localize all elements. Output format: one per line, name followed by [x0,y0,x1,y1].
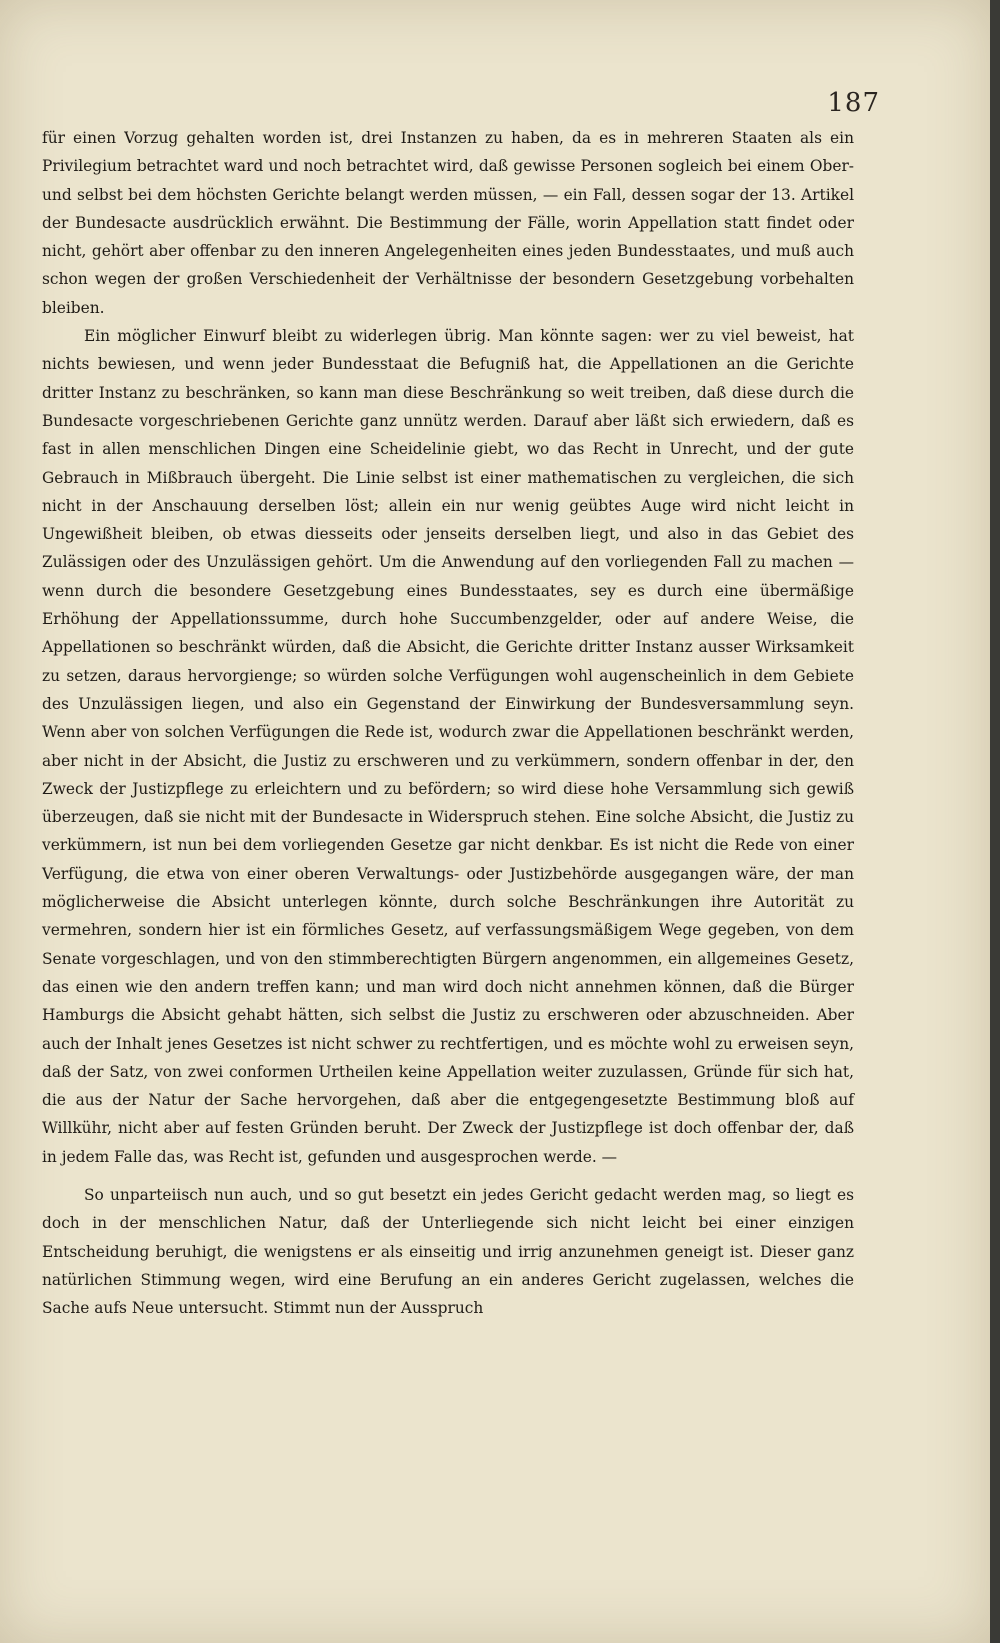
paragraph-2: Ein möglicher Einwurf bleibt zu widerlegen übrig. Man könnte sagen: wer zu viel beweist, hat nichts bewiesen, und wenn jeder Bundesstaat die Befugniß hat, die Appellationen an die Gerichte dritter Instanz zu beschränken, so kann man diese Beschränkung so weit treiben, daß diese durch die Bundesacte vorgeschriebenen Gerichte ganz unnütz werden. Darauf aber läßt sich erwiedern, daß es fast in allen menschlichen Dingen eine Scheidelinie giebt, wo das Recht in Unrecht, und der gute Gebrauch in Mißbrauch übergeht. Die Linie selbst ist einer mathematischen zu vergleichen, die sich nicht in der Anschauung derselben löst; allein ein nur wenig geübtes Auge wird nicht leicht in Ungewißheit bleiben, ob etwas diesseits oder jenseits derselben liegt, und also in das Gebiet des Zulässigen oder des Unzulässigen gehört. Um die Anwendung auf den vorliegenden Fall zu machen — wenn durch die besondere Gesetzgebung eines Bundesstaates, sey es durch eine übermäßige Erhöhung der Appellationssumme, durch hohe Succumbenzgelder, oder auf andere Weise, die Appellationen so beschränkt würden, daß die Absicht, die Gerichte dritter Instanz ausser Wirksamkeit zu setzen, daraus hervorgienge; so würden solche Verfügungen wohl augenscheinlich in dem Gebiete des Unzulässigen liegen, und also ein Gegenstand der Einwirkung der Bundesversammlung seyn. Wenn aber von solchen Verfügungen die Rede ist, wodurch zwar die Appellationen beschränkt werden, aber nicht in der Absicht, die Justiz zu erschweren und zu verkümmern, sondern offenbar in der, den Zweck der Justizpflege zu erleichtern und zu befördern; so wird diese hohe Versammlung sich gewiß überzeugen, daß sie nicht mit der Bundesacte in Widerspruch stehen. Eine solche Absicht, die Justiz zu verkümmern, ist nun bei dem vorliegenden Gesetze gar nicht denkbar. Es ist nicht die Rede von einer Verfügung, die etwa von einer oberen Verwaltungs- oder Justizbehörde ausgegangen wäre, der man möglicherweise die Absicht unterlegen könnte, durch solche Beschränkungen ihre Autorität zu vermehren, sondern hier ist ein förmliches Gesetz, auf verfassungsmäßigem Wege gegeben, von dem Senate vorgeschlagen, und von den stimmberechtigten Bürgern angenommen, ein allgemeines Gesetz, das einen wie den andern treffen kann; und man wird doch nicht annehmen können, daß die Bürger Hamburgs die Absicht gehabt hätten, sich selbst die Justiz zu erschweren oder abzuschneiden. Aber auch der Inhalt jenes Gesetzes ist nicht schwer zu rechtfertigen, und es möchte wohl zu erweisen seyn, daß der Satz, von zwei conformen Urtheilen keine Appellation weiter zuzulassen, Gründe für sich hat, die aus der Natur der Sache hervorgehen, daß aber die entgegengesetzte Bestimmung bloß auf Willkühr, nicht aber auf festen Gründen beruht. Der Zweck der Justizpflege ist doch offenbar der, daß in jedem Falle das, was Recht ist, gefunden und ausgesprochen werde. — [42,327,854,1166]
paragraph-3: So unpartеiisch nun auch, und so gut besetzt ein jedes Gericht gedacht werden mag, so liegt es doch in der menschlichen Natur, daß der Unterliegende sich nicht leicht bei einer einzigen Entscheidung beruhigt, die wenigstens er als einseitig und irrig anzunehmen geneigt ist. Dieser ganz natürlichen Stimmung wegen, wird eine Berufung an ein anderes Gericht zugelassen, welches die Sache aufs Neue untersucht. Stimmt nun der Ausspruch [42,1185,854,1318]
page-body-text [42,124,854,1322]
paragraph-1: für einen Vorzug gehalten worden ist, drei Instanzen zu haben, da es in mehreren Staaten als ein Privilegium betrachtet ward und noch betrachtet wird, daß gewisse Personen sogleich bei einem Ober- und selbst bei dem höchsten Gerichte belangt werden müssen, — ein Fall, dessen sogar der 13. Artikel der Bundesacte ausdrücklich erwähnt. Die Bestimmung der Fälle, worin Appellation statt findet oder nicht, gehört aber offenbar zu den inneren Angelegenheiten eines jeden Bundesstaates, und muß auch schon wegen der großen Verschiedenheit der Verhältnisse der besondern Gesetzgebung vorbehalten bleiben. [42,129,854,317]
page-number: 187 [827,88,880,118]
